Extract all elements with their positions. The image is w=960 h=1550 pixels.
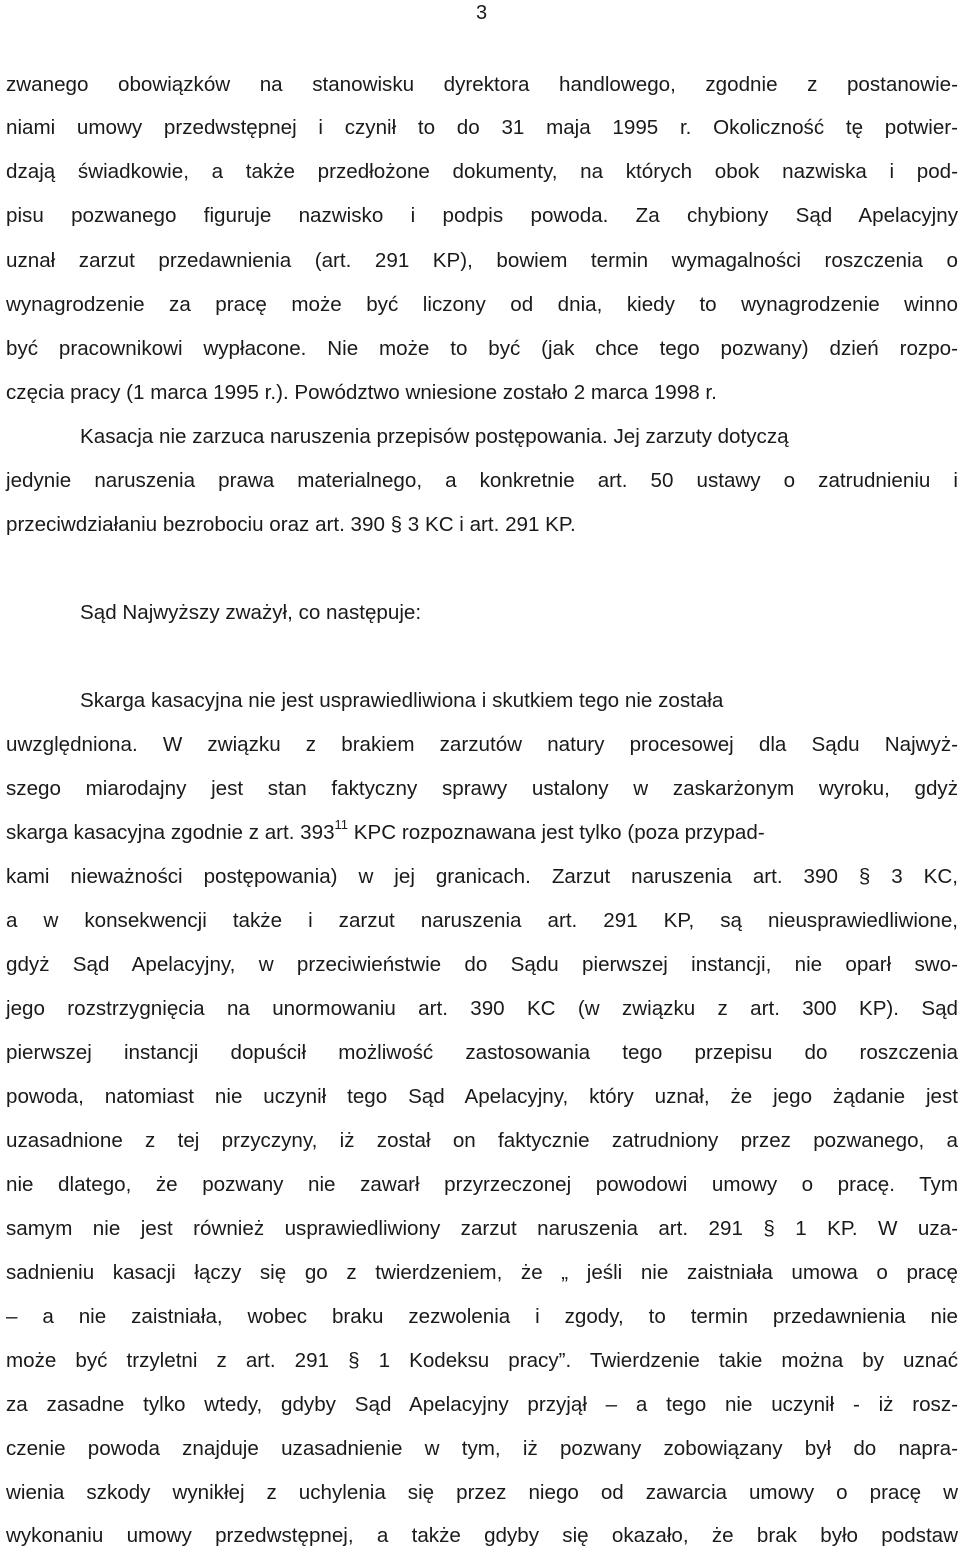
page-number: 3	[476, 2, 488, 24]
text-line: a w konsekwencji także i zarzut naruszenia art. 291 KP, są nieusprawiedliwione,	[6, 909, 958, 932]
text-line: może być trzyletni z art. 291 § 1 Kodeksu pracy”. Twierdzenie takie można by uznać	[6, 1349, 958, 1372]
text-line: uwzględniona. W związku z brakiem zarzutów natury procesowej dla Sądu Najwyż-	[6, 733, 958, 756]
text-line: być pracownikowi wypłacone. Nie może to być (jak chce tego pozwany) dzień rozpo-	[6, 337, 958, 360]
text-line: gdyż Sąd Apelacyjny, w przeciwieństwie do Sądu pierwszej instancji, nie oparł swo-	[6, 953, 958, 976]
text-line: za zasadne tylko wtedy, gdyby Sąd Apelacyjny przyjął – a tego nie uczynił - iż rosz-	[6, 1393, 958, 1416]
text-line: – a nie zaistniała, wobec braku zezwolenia i zgody, to termin przedawnienia nie	[6, 1305, 958, 1328]
text-line: sadnieniu kasacji łączy się go z twierdzeniem, że „ jeśli nie zaistniała umowa o pracę	[6, 1261, 958, 1284]
text-line: niami umowy przedwstępnej i czynił to do 31 maja 1995 r. Okoliczność tę potwier-	[6, 116, 958, 139]
text-line: Skarga kasacyjna nie jest usprawiedliwiona i skutkiem tego nie została	[80, 689, 724, 712]
text-line	[6, 817, 958, 845]
text-line: wynagrodzenie za pracę może być liczony od dnia, kiedy to wynagrodzenie winno	[6, 293, 958, 316]
text-line: powoda, natomiast nie uczynił tego Sąd Apelacyjny, który uznał, że jego żądanie jest	[6, 1085, 958, 1108]
text-line: wykonaniu umowy przedwstępnej, a także gdyby się okazało, że brak było podstaw	[6, 1524, 958, 1547]
superscript: 11	[334, 817, 349, 832]
text-line: szego miarodajny jest stan faktyczny sprawy ustalony w zaskarżonym wyroku, gdyż	[6, 777, 958, 800]
text-line: nie dlatego, że pozwany nie zawarł przyrzeczonej powodowi umowy o pracę. Tym	[6, 1173, 958, 1196]
text-line: jego rozstrzygnięcia na unormowaniu art. 390 KC (w związku z art. 300 KP). Sąd	[6, 997, 958, 1020]
section-heading: Sąd Najwyższy zważył, co następuje:	[80, 601, 422, 624]
text-line: uznał zarzut przedawnienia (art. 291 KP), bowiem termin wymagalności roszczenia o	[6, 249, 958, 272]
text-line: jedynie naruszenia prawa materialnego, a konkretnie art. 50 ustawy o zatrudnieniu i	[6, 469, 958, 492]
text-line: wienia szkody wynikłej z uchylenia się przez niego od zawarcia umowy o pracę w	[6, 1481, 958, 1504]
text-line: pierwszej instancji dopuścił możliwość zastosowania tego przepisu do roszczenia	[6, 1041, 958, 1064]
text-line: Kasacja nie zarzuca naruszenia przepisów postępowania. Jej zarzuty dotyczą	[80, 425, 789, 448]
text-line: samym nie jest również usprawiedliwiony zarzut naruszenia art. 291 § 1 KP. W uza-	[6, 1217, 958, 1240]
text-line: pisu pozwanego figuruje nazwisko i podpis powoda. Za chybiony Sąd Apelacyjny	[6, 204, 958, 227]
text-segment: skarga kasacyjna zgodnie z art. 393	[6, 821, 335, 844]
text-line: przeciwdziałaniu bezrobociu oraz art. 390 § 3 KC i art. 291 KP.	[6, 513, 576, 536]
text-line: kami nieważności postępowania) w jej granicach. Zarzut naruszenia art. 390 § 3 KC,	[6, 865, 958, 888]
text-line: dzają świadkowie, a także przedłożone dokumenty, na których obok nazwiska i pod-	[6, 160, 958, 183]
text-line: czenie powoda znajduje uzasadnienie w tym, iż pozwany zobowiązany był do napra-	[6, 1437, 958, 1460]
text-line: częcia pracy (1 marca 1995 r.). Powództwo wniesione zostało 2 marca 1998 r.	[6, 381, 717, 404]
text-segment: KPC rozpoznawana jest tylko (poza przypad-	[348, 821, 765, 844]
text-line: uzasadnione z tej przyczyny, iż został on faktycznie zatrudniony przez pozwanego, a	[6, 1129, 958, 1152]
text-line: zwanego obowiązków na stanowisku dyrektora handlowego, zgodnie z postanowie-	[6, 73, 958, 96]
